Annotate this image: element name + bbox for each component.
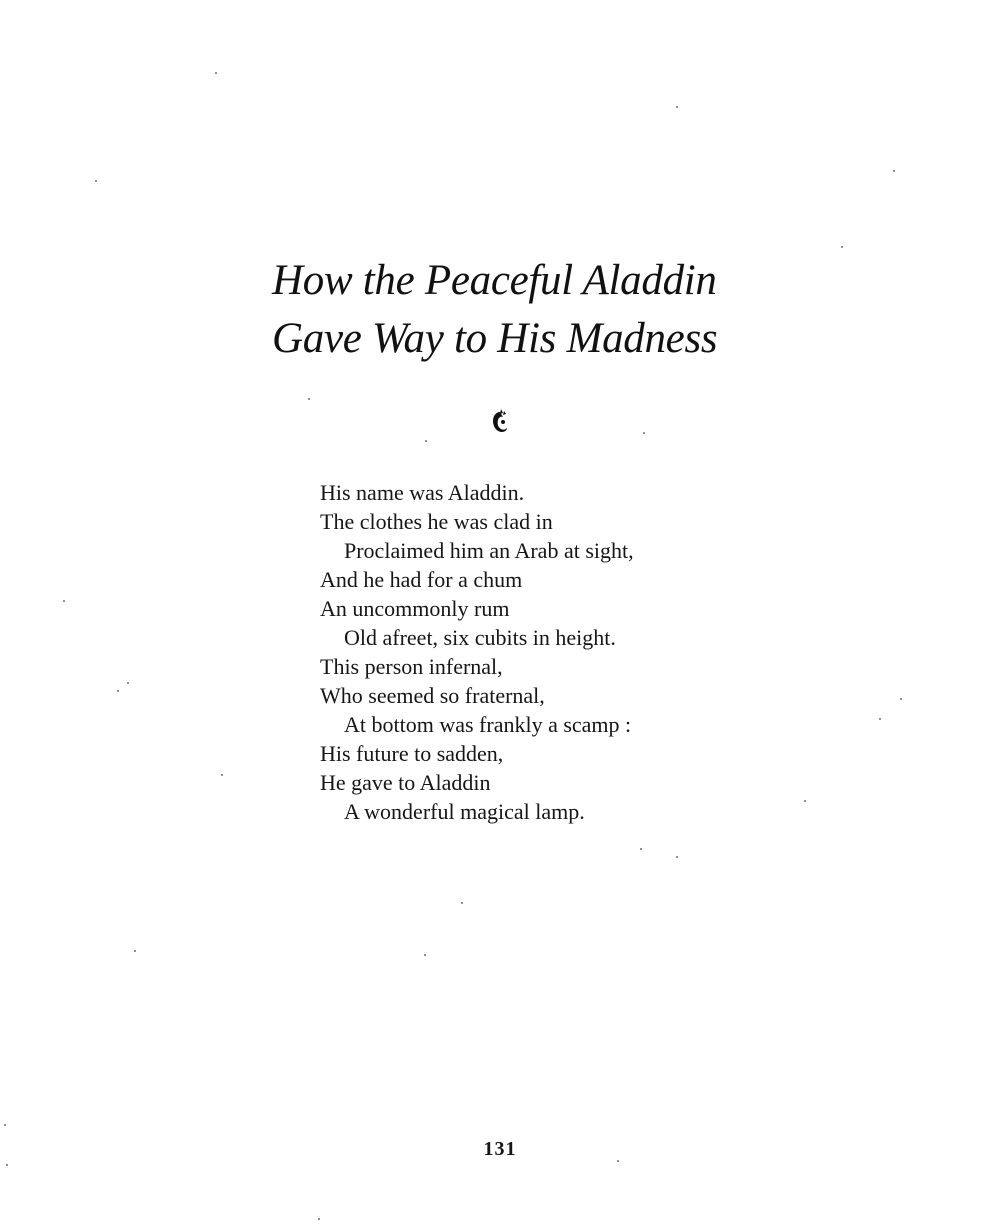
- poem-line: Who seemed so fraternal,: [320, 683, 545, 708]
- poem-title: [272, 252, 752, 368]
- scan-speck: [841, 246, 843, 248]
- poem-line: At bottom was frankly a scamp :: [344, 712, 632, 737]
- scan-speck: [318, 1218, 320, 1220]
- poem-title-line-2: Gave Way to His Madness: [272, 315, 718, 362]
- scan-speck: [425, 440, 427, 442]
- scan-speck: [127, 682, 129, 684]
- scan-speck: [308, 398, 310, 400]
- poem-line: And he had for a chum: [320, 567, 523, 592]
- scan-speck: [117, 690, 119, 692]
- scan-speck: [643, 432, 645, 434]
- scan-speck: [676, 856, 678, 858]
- scan-speck: [4, 1124, 6, 1126]
- scan-speck: [640, 848, 642, 850]
- poem-line: Proclaimed him an Arab at sight,: [344, 538, 634, 563]
- scan-speck: [424, 954, 426, 956]
- scan-speck: [6, 1164, 8, 1166]
- scan-speck: [95, 180, 97, 182]
- scan-speck: [134, 950, 136, 952]
- poem-line: An uncommonly rum: [320, 596, 510, 621]
- scan-speck: [617, 1160, 619, 1162]
- scan-speck: [900, 698, 902, 700]
- poem-line: His future to sadden,: [320, 741, 504, 766]
- scan-speck: [804, 800, 806, 802]
- poem-line: He gave to Aladdin: [320, 770, 491, 795]
- scan-speck: [63, 600, 65, 602]
- scan-speck: [461, 902, 463, 904]
- poem-line: His name was Aladdin.: [320, 480, 525, 505]
- page-number: 131: [483, 1138, 517, 1160]
- scan-speck: [893, 170, 895, 172]
- scan-speck: [676, 106, 678, 108]
- poem-line: This person infernal,: [320, 654, 503, 679]
- poem-body: [320, 478, 760, 826]
- scan-speck: [215, 72, 217, 74]
- poem-line: The clothes he was clad in: [320, 509, 553, 534]
- poem-title-line-1: How the Peaceful Aladdin: [272, 257, 717, 304]
- scan-speck: [879, 718, 881, 720]
- fleuron-icon: [490, 408, 510, 436]
- scan-speck: [221, 774, 223, 776]
- poem-line: A wonderful magical lamp.: [344, 799, 585, 824]
- poem-line: Old afreet, six cubits in height.: [344, 625, 616, 650]
